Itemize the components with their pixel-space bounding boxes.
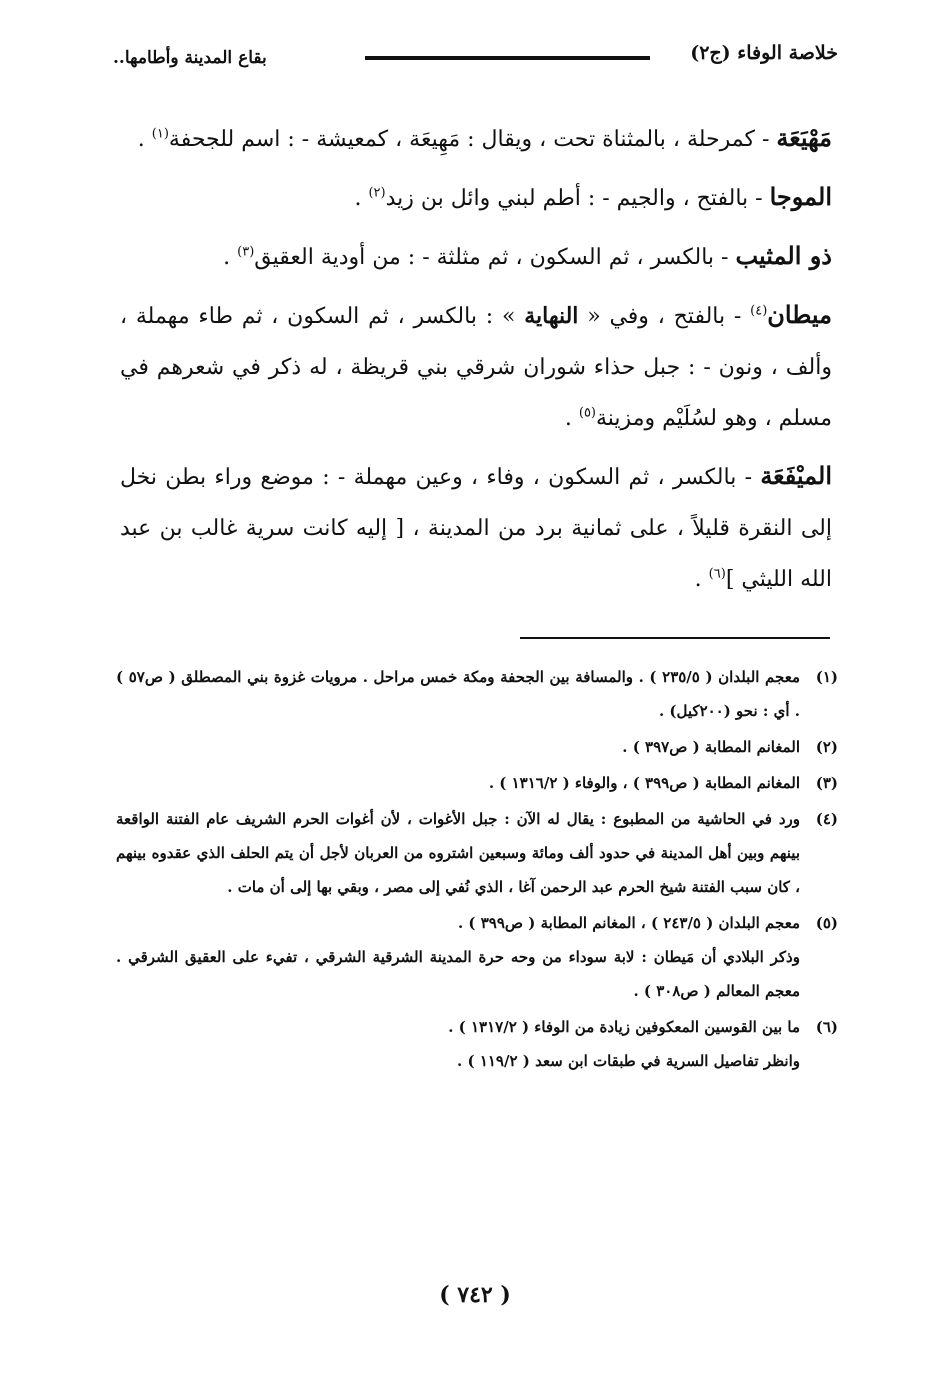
footnote-2: [116, 730, 838, 764]
entry-tail: .: [354, 186, 369, 211]
header-rule: [365, 56, 650, 60]
entry-text: - بالفتح ، والجيم - : أطم لبني وائل بن زيد: [385, 186, 770, 211]
footnote-number: (٣): [815, 774, 838, 792]
footnote-text: معجم البلدان ( ٢٤٣/٥ ) ، المغانم المطابة ( ص٣٩٩ ) .: [457, 914, 800, 932]
footnote-separator: [520, 637, 830, 639]
footnote-ref[interactable]: (٤): [750, 303, 768, 319]
entry-text: » : بالكسر ، ثم السكون ، ثم طاء مهملة ، وألف ، ونون - : جبل حذاء شوران شرقي بني قريظة ، له ذكر في شعرهم في مسلم ، وهو لسُلَيْم ومزينة: [120, 304, 832, 431]
footnote-ref[interactable]: (٣): [237, 244, 255, 260]
footnote-text: وذكر البلادي أن مَيطان : لابة سوداء من وحه حرة المدينة الشرقية الشرقي ، تفيء على العقيق الشرقي . معجم المعالم ( ص٣٠٨ ) .: [116, 948, 800, 1000]
entry-mawja: [120, 171, 832, 224]
footnote-ref[interactable]: (٥): [578, 405, 596, 421]
entry-text: - كمرحلة ، بالمثناة تحت ، ويقال : مَهِيعَة ، كمعيشة - : اسم للجحفة: [168, 127, 777, 152]
entry-maytan: [120, 289, 832, 444]
footnote-text: ورد في الحاشية من المطبوع : يقال له الآن : جبل الأغوات ، لأن أغوات الحرم الشريف عام الفتنة الواقعة بينهم وبين أهل المدينة في حدود ألف ومائة وسبعين اشتروه من العربان لأجل أن يتم الحلف الذي عقدوه بينهم ، كان سبب الفتنة شيخ الحرم عبد الرحمن آغا ، الذي نُفي إلى مصر ، وبقي بها إلى أن مات .: [116, 810, 800, 896]
source-reference: النهاية: [524, 303, 579, 329]
footnote-ref[interactable]: (٦): [708, 566, 726, 582]
footnote-6: [116, 1010, 838, 1078]
entry-term: الموجا: [769, 182, 832, 211]
entry-text-before: - بالفتح ، وفي «: [578, 304, 751, 329]
footnote-ref[interactable]: (١): [151, 126, 169, 142]
entry-tail: .: [223, 245, 238, 270]
entry-term: ميطان: [767, 300, 832, 329]
entry-mahyaa: [120, 112, 832, 165]
entry-tail: .: [564, 406, 579, 431]
footnote-3: [116, 766, 838, 800]
footnote-text: ما بين القوسين المعكوفين زيادة من الوفاء ( ١٣١٧/٢ ) .: [448, 1018, 800, 1036]
footnote-text: المغانم المطابة ( ص٣٩٧ ) .: [622, 738, 800, 756]
entry-text: - بالكسر ، ثم السكون ، وفاء ، وعين مهملة - : موضع وراء بطن نخل إلى النقرة قليلاً ، على ثمانية برد من المدينة ، [ إليه كانت سرية غالب بن عبد الله الليثي ]: [120, 465, 832, 592]
footnotes: [116, 660, 838, 1080]
entry-term: ذو المثيب: [735, 241, 832, 270]
entry-term: الميْفَعَة: [760, 461, 832, 490]
entry-dhul-muthib: [120, 230, 832, 283]
footnote-text: معجم البلدان ( ٢٣٥/٥ ) . والمسافة بين الجحفة ومكة خمس مراحل . مرويات غزوة بني المصطلق ( ص٥٧ ) . أي : نحو (٢٠٠كيل) .: [116, 668, 800, 720]
entry-term: مَهْيَعَة: [776, 123, 832, 152]
footnote-number: (٥): [815, 914, 838, 932]
footnote-1: [116, 660, 838, 728]
footnote-ref[interactable]: (٢): [368, 185, 386, 201]
book-title: خلاصة الوفاء (ج٢): [690, 42, 838, 64]
footnote-number: (٤): [815, 810, 838, 828]
page-number: ( ٧٤٢ ): [439, 1282, 511, 1308]
entry-text: - بالكسر ، ثم السكون ، ثم مثلثة - : من أودية العقيق: [254, 245, 736, 270]
footnote-text: المغانم المطابة ( ص٣٩٩ ) ، والوفاء ( ١٣١٦/٢ ) .: [488, 774, 800, 792]
entry-mayfaa: [120, 450, 832, 605]
entry-tail: .: [694, 567, 709, 592]
running-header: [113, 40, 838, 74]
footnote-4: [116, 802, 838, 904]
main-text: [120, 112, 832, 611]
entry-tail: .: [137, 127, 152, 152]
chapter-title: بقاع المدينة وأطامها..: [113, 48, 267, 68]
footnote-number: (٢): [815, 738, 838, 756]
footnote-5: [116, 906, 838, 1008]
footnote-number: (٦): [815, 1018, 838, 1036]
footnote-text: وانظر تفاصيل السرية في طبقات ابن سعد ( ١١٩/٢ ) .: [457, 1052, 800, 1070]
footnote-number: (١): [815, 668, 838, 686]
